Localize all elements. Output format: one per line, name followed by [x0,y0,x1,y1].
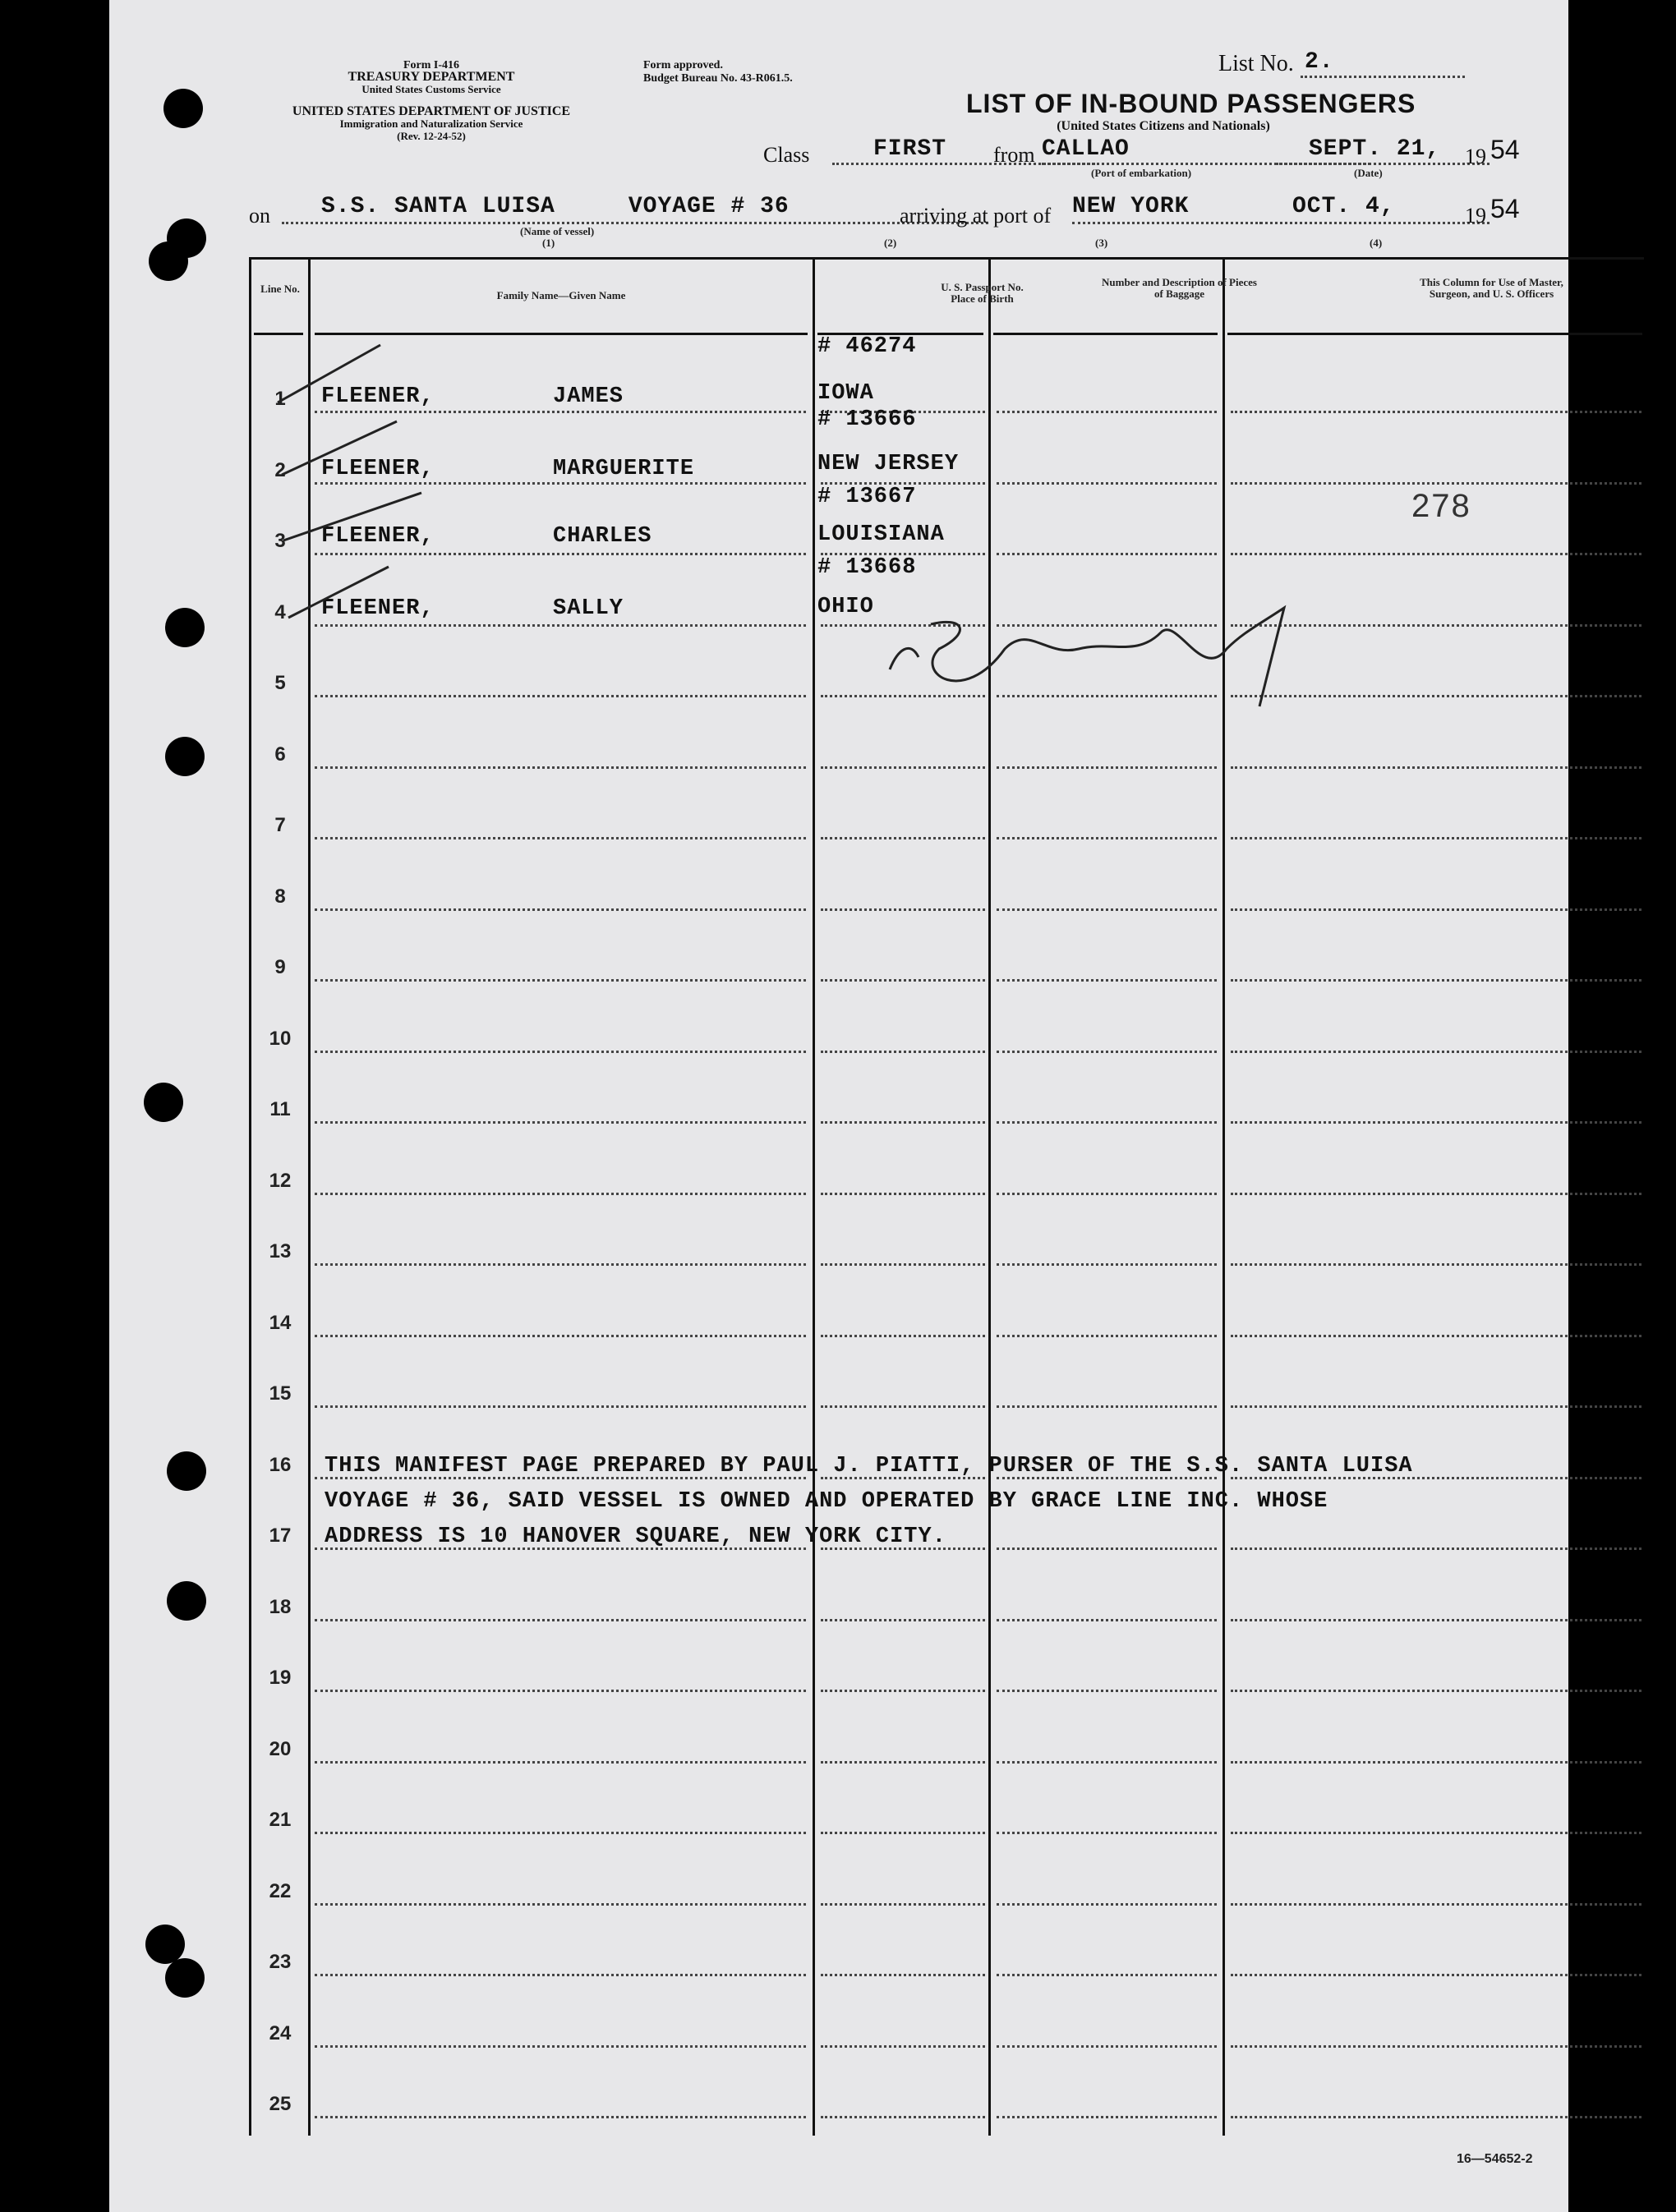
passport-number: # 13666 [817,407,917,432]
customs-service: United States Customs Service [361,83,501,95]
line-number: 4 [274,601,286,623]
officer-note: 278 [1411,488,1471,524]
from-value: CALLAO [1042,136,1130,162]
list-no-label: List No. [1218,51,1294,76]
arrival-year: 54 [1490,194,1520,223]
line-number: 7 [274,814,286,836]
departure-year: 54 [1490,135,1520,164]
line-number: 11 [269,1098,291,1120]
family-name: FLEENER, [321,457,435,481]
form-number: Form I-416 [403,59,460,71]
col-header-baggage: Number and Description of Pieces of Baggage [1102,276,1257,300]
column-caption-1: (1) [542,237,555,249]
line-number: 17 [269,1524,292,1547]
line-number: 6 [274,743,286,766]
place-of-birth: LOUISIANA [817,522,945,547]
line-number: 10 [269,1028,292,1050]
line-number: 2 [274,459,286,481]
ins-service: Immigration and Naturalization Service [339,117,523,130]
column-caption-2: (2) [884,237,897,249]
col-header-officers: This Column for Use of Master, Surgeon, and U. S. Officers [1420,276,1563,300]
line-number: 20 [269,1738,292,1760]
year-prefix: 19 [1465,145,1486,168]
column-caption-4: (4) [1370,237,1383,249]
col-header-passport: U. S. Passport No. Place of Birth [941,281,1024,305]
vessel-name: S.S. SANTA LUISA VOYAGE # 36 [321,194,790,219]
list-no-value: 2. [1305,49,1334,75]
statement-line-1: THIS MANIFEST PAGE PREPARED BY PAUL J. PIATTI, PURSER OF THE S.S. SANTA LUISA [325,1454,1413,1478]
line-number: 8 [274,885,286,908]
statement-line-3: ADDRESS IS 10 HANOVER SQUARE, NEW YORK CITY. [325,1524,946,1549]
statement-line-2: VOYAGE # 36, SAID VESSEL IS OWNED AND OPERATED BY GRACE LINE INC. WHOSE [325,1489,1328,1514]
column-caption-3: (3) [1095,237,1108,249]
line-number: 12 [269,1170,292,1192]
passport-number: # 46274 [817,334,917,359]
line-number: 21 [269,1809,292,1831]
check-marks [109,0,1568,2212]
line-number: 15 [269,1382,292,1405]
arrival-date: OCT. 4, [1292,194,1395,219]
line-number: 23 [269,1951,292,1973]
line-number: 1 [274,388,286,410]
given-name: CHARLES [553,524,652,549]
family-name: FLEENER, [321,524,435,549]
manifest-page [109,0,1568,2212]
departure-date: SEPT. 21, [1309,136,1441,162]
line-number: 18 [269,1596,292,1618]
class-value: FIRST [873,136,947,162]
from-label: from [993,143,1035,167]
line-number: 19 [269,1667,292,1689]
treasury-dept: TREASURY DEPARTMENT [348,70,515,84]
signature-text [890,632,1140,661]
footer-code: 16—54652-2 [1457,2152,1533,2166]
year-prefix: 19 [1465,204,1486,228]
line-number: 24 [269,2022,292,2044]
page-title: LIST OF IN-BOUND PASSENGERS [966,89,1416,118]
form-approved: Form approved. [643,59,723,71]
given-name: SALLY [553,596,624,621]
line-number: 5 [274,672,286,694]
port-of-embarkation-caption: (Port of embarkation) [1091,167,1192,179]
vessel-caption: (Name of vessel) [520,225,595,237]
line-number: 9 [274,956,286,978]
line-number: 14 [269,1312,292,1334]
class-label: Class [763,143,810,167]
on-label: on [249,204,270,228]
budget-bureau: Budget Bureau No. 43-R061.5. [643,72,793,85]
line-number: 16 [269,1454,292,1476]
arriving-label: arriving at port of [900,204,1052,228]
col-header-line: Line No. [260,283,300,295]
family-name: FLEENER, [321,596,435,621]
arrival-port: NEW YORK [1072,194,1190,219]
line-number: 13 [269,1240,292,1262]
line-number: 22 [269,1880,292,1902]
passport-number: # 13667 [817,485,917,509]
page-subtitle: (United States Citizens and Nationals) [1057,119,1270,133]
place-of-birth: OHIO [817,595,874,619]
place-of-birth: NEW JERSEY [817,452,960,476]
place-of-birth: IOWA [817,381,874,406]
passport-number: # 13668 [817,555,917,580]
line-number: 3 [274,530,286,552]
col-header-name: Family Name—Given Name [496,289,626,301]
line-number: 25 [269,2093,292,2115]
justice-dept: UNITED STATES DEPARTMENT OF JUSTICE [292,104,571,118]
given-name: JAMES [553,384,624,409]
revision: (Rev. 12-24-52) [397,130,466,142]
family-name: FLEENER, [321,384,435,409]
given-name: MARGUERITE [553,457,695,481]
date-caption: (Date) [1354,167,1383,179]
